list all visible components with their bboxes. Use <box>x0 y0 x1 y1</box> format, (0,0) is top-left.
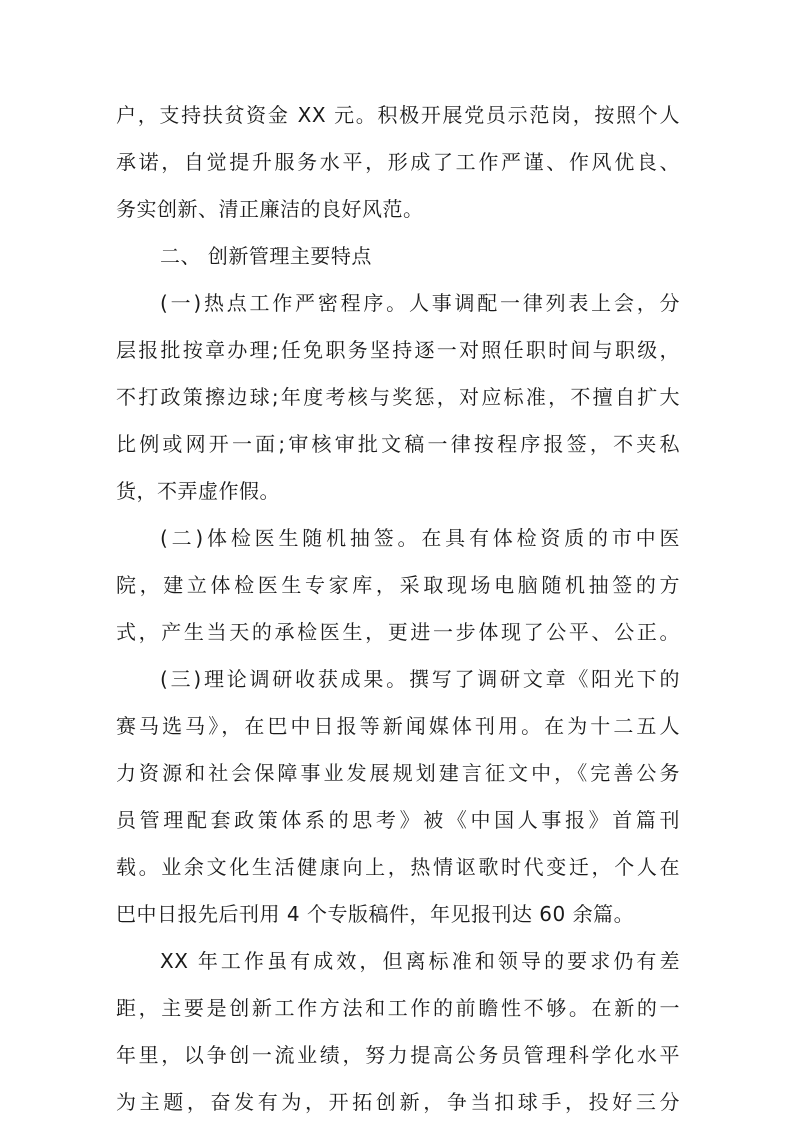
text-line: 员管理配套政策体系的思考》被《中国人事报》首篇刊 <box>116 808 680 832</box>
text-line: 距，主要是创新工作方法和工作的前瞻性不够。在新的一 <box>116 996 680 1020</box>
text-line: 式，产生当天的承检医生，更进一步体现了公平、公正。 <box>116 620 680 644</box>
text-line: 货，不弄虚作假。 <box>116 479 280 503</box>
document-body <box>116 92 680 1126</box>
text-line: 巴中日报先后刊用 4 个专版稿件，年见报刊达 60 余篇。 <box>116 902 635 926</box>
text-line: 为主题，奋发有为，开拓创新，争当扣球手，投好三分 <box>116 1090 680 1114</box>
text-line: 年里，以争创一流业绩，努力提高公务员管理科学化水平 <box>116 1043 680 1067</box>
text-line: 赛马选马》，在巴中日报等新闻媒体刊用。在为十二五人 <box>116 714 680 738</box>
text-line: 力资源和社会保障事业发展规划建言征文中，《完善公务 <box>116 761 680 785</box>
text-line: XX 年工作虽有成效，但离标准和领导的要求仍有差 <box>160 949 680 973</box>
text-line: 层报批按章办理;任免职务坚持逐一对照任职时间与职级， <box>116 338 680 362</box>
text-line: 院，建立体检医生专家库，采取现场电脑随机抽签的方 <box>116 573 680 597</box>
text-line: 不打政策擦边球;年度考核与奖惩，对应标准，不擅自扩大 <box>116 385 680 409</box>
text-line: (二)体检医生随机抽签。在具有体检资质的市中医 <box>160 526 680 550</box>
text-line: 载。业余文化生活健康向上，热情讴歌时代变迁，个人在 <box>116 855 680 879</box>
text-line: 二、 创新管理主要特点 <box>160 244 372 268</box>
text-line: (一)热点工作严密程序。人事调配一律列表上会，分 <box>160 291 680 315</box>
text-line: 务实创新、清正廉洁的良好风范。 <box>116 197 424 221</box>
text-line: (三)理论调研收获成果。撰写了调研文章《阳光下的 <box>160 667 680 691</box>
text-line: 承诺，自觉提升服务水平，形成了工作严谨、作风优良、 <box>116 150 680 174</box>
text-line: 户，支持扶贫资金 XX 元。积极开展党员示范岗，按照个人 <box>116 103 680 127</box>
text-line: 比例或网开一面;审核审批文稿一律按程序报签，不夹私 <box>116 432 680 456</box>
